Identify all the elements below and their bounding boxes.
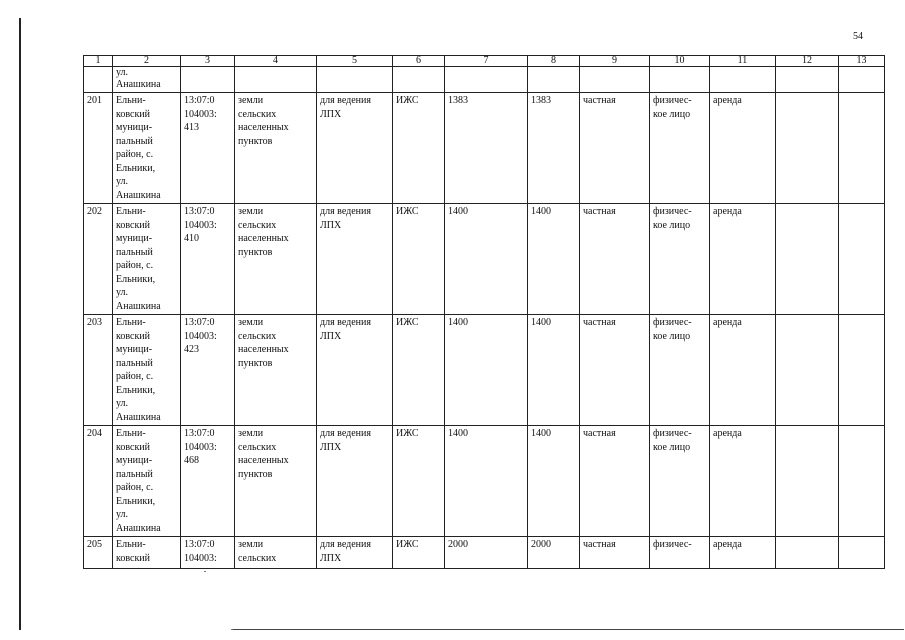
cell-cadastral: 13:07:0 104003: — [181, 537, 235, 569]
cell-holder: физичес- кое лицо — [650, 315, 710, 426]
cell-12 — [776, 67, 839, 93]
cell-area2: 1383 — [528, 93, 580, 204]
cell-type — [393, 67, 445, 93]
cell-address: Ельни- ковский муници- пальный район, с. Ельники, ул. Анашкина — [113, 204, 181, 315]
table-row — [84, 537, 885, 569]
cell-num — [84, 67, 113, 93]
cell-holder — [650, 67, 710, 93]
cell-c12 — [776, 426, 839, 537]
cell-right — [710, 67, 776, 93]
cell-use: для ведения ЛПХ — [317, 537, 393, 569]
cell-num: 201 — [84, 93, 113, 204]
cell-type: ИЖС — [393, 204, 445, 315]
cell-ownership: частная — [580, 204, 650, 315]
cell-address: Ельни- ковский муници- пальный район, с. Ельники, ул. Анашкина — [113, 93, 181, 204]
cell-c12 — [776, 204, 839, 315]
cell-ownership — [580, 67, 650, 93]
scan-bottom-edge — [232, 629, 904, 630]
cell-category: земли сельских населенных пунктов — [235, 315, 317, 426]
cell-num: 205 — [84, 537, 113, 569]
cell-use: для ведения ЛПХ — [317, 315, 393, 426]
column-header: 11 — [710, 56, 776, 67]
cell-c12 — [776, 93, 839, 204]
table-row — [84, 426, 885, 537]
cell-cadastral — [181, 67, 235, 93]
cell-c13 — [839, 537, 885, 569]
cell-type: ИЖС — [393, 426, 445, 537]
cell-cadastral: 13:07:0 104003: 410 — [181, 204, 235, 315]
cell-c12 — [776, 537, 839, 569]
column-header: 7 — [445, 56, 528, 67]
cell-num: 204 — [84, 426, 113, 537]
cell-c13 — [839, 204, 885, 315]
cell-area: 1400 — [445, 426, 528, 537]
table-row — [84, 204, 885, 315]
cell-ownership: частная — [580, 537, 650, 569]
table-row — [84, 315, 885, 426]
column-header: 3 — [181, 56, 235, 67]
cell-address: ул. Анашкина — [113, 67, 181, 93]
cell-area: 2000 — [445, 537, 528, 569]
cell-type: ИЖС — [393, 315, 445, 426]
column-header: 2 — [113, 56, 181, 67]
cell-c13 — [839, 93, 885, 204]
cell-category: земли сельских населенных пунктов — [235, 93, 317, 204]
cell-type: ИЖС — [393, 537, 445, 569]
cell-use — [317, 67, 393, 93]
cell-use: для ведения ЛПХ — [317, 204, 393, 315]
cell-holder: физичес- — [650, 537, 710, 569]
cell-cadastral: 13:07:0 104003: 423 — [181, 315, 235, 426]
cell-right: аренда — [710, 426, 776, 537]
scan-speck — [204, 571, 206, 572]
cell-13 — [839, 67, 885, 93]
cell-ownership: частная — [580, 315, 650, 426]
cell-address: Ельни- ковский — [113, 537, 181, 569]
cell-num: 203 — [84, 315, 113, 426]
table-row — [84, 93, 885, 204]
column-header: 10 — [650, 56, 710, 67]
cell-address: Ельни- ковский муници- пальный район, с. Ельники, ул. Анашкина — [113, 426, 181, 537]
scan-left-edge — [19, 18, 21, 630]
cell-holder: физичес- кое лицо — [650, 93, 710, 204]
cell-c12 — [776, 315, 839, 426]
cell-type: ИЖС — [393, 93, 445, 204]
cell-category: земли сельских — [235, 537, 317, 569]
cell-area — [445, 67, 528, 93]
column-header: 8 — [528, 56, 580, 67]
land-plots-table — [83, 55, 885, 569]
cell-right: аренда — [710, 537, 776, 569]
cell-address: Ельни- ковский муници- пальный район, с. Ельники, ул. Анашкина — [113, 315, 181, 426]
cell-right: аренда — [710, 315, 776, 426]
cell-ownership: частная — [580, 93, 650, 204]
cell-area2: 1400 — [528, 315, 580, 426]
cell-c13 — [839, 315, 885, 426]
scan-speck — [231, 629, 233, 630]
cell-c13 — [839, 426, 885, 537]
page-number: 54 — [853, 31, 863, 42]
column-header: 4 — [235, 56, 317, 67]
cell-right: аренда — [710, 93, 776, 204]
cell-use: для ведения ЛПХ — [317, 426, 393, 537]
cell-cadastral: 13:07:0 104003: 468 — [181, 426, 235, 537]
cell-num: 202 — [84, 204, 113, 315]
cell-right: аренда — [710, 204, 776, 315]
cell-area2: 2000 — [528, 537, 580, 569]
cell-cadastral: 13:07:0 104003: 413 — [181, 93, 235, 204]
cell-area: 1400 — [445, 315, 528, 426]
cell-holder: физичес- кое лицо — [650, 426, 710, 537]
cell-category: земли сельских населенных пунктов — [235, 204, 317, 315]
carry-over-row — [84, 67, 885, 93]
cell-area: 1400 — [445, 204, 528, 315]
cell-area2: 1400 — [528, 204, 580, 315]
cell-category — [235, 67, 317, 93]
column-header: 9 — [580, 56, 650, 67]
cell-use: для ведения ЛПХ — [317, 93, 393, 204]
cell-holder: физичес- кое лицо — [650, 204, 710, 315]
cell-ownership: частная — [580, 426, 650, 537]
column-header: 13 — [839, 56, 885, 67]
table-body — [84, 56, 885, 569]
column-number-row — [84, 56, 885, 67]
column-header: 12 — [776, 56, 839, 67]
cell-area2 — [528, 67, 580, 93]
cell-area: 1383 — [445, 93, 528, 204]
column-header: 1 — [84, 56, 113, 67]
column-header: 5 — [317, 56, 393, 67]
column-header: 6 — [393, 56, 445, 67]
cell-category: земли сельских населенных пунктов — [235, 426, 317, 537]
cell-area2: 1400 — [528, 426, 580, 537]
